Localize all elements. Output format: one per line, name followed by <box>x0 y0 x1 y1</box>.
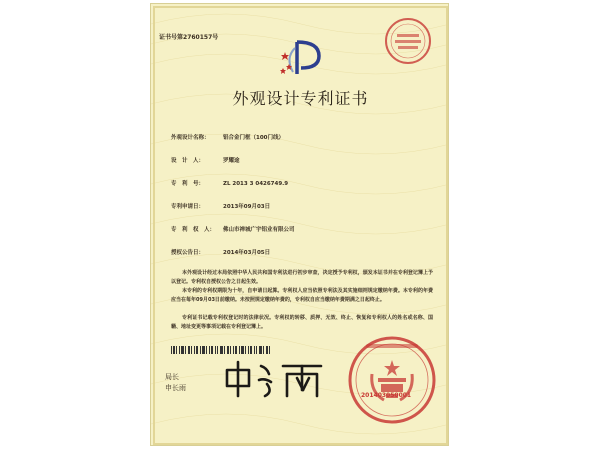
patentee-value: 佛山市禅城广宇铝业有限公司 <box>223 227 295 233</box>
patent-number-value: ZL 2013 3 0426749.9 <box>223 181 289 187</box>
certificate-number-label: 证书号第 <box>159 34 184 41</box>
designer-label: 设 计 人： <box>171 158 205 164</box>
grant-date-value: 2014年03月05日 <box>223 250 271 256</box>
filing-date-label: 专利申请日： <box>171 204 205 210</box>
designer-row <box>171 156 240 164</box>
certificate-number <box>159 32 218 41</box>
director-name: 申长雨 <box>165 384 186 392</box>
top-red-seal <box>383 16 433 66</box>
design-name-label: 外观设计名称： <box>171 135 210 141</box>
patent-certificate <box>150 3 449 446</box>
design-name-row <box>171 133 284 141</box>
certificate-title: 外观设计专利证书 <box>232 89 369 108</box>
grant-date-label: 授权公告日： <box>171 250 205 256</box>
patent-number-label: 专 利 号： <box>171 181 205 187</box>
body-paragraph: 本外观设计经过本局依照中华人民共和国专利法进行初步审查，决定授予专利权，颁发本证书并在专利登记簿上予以登记。专利权自授权公告之日起生效。 <box>171 270 433 285</box>
body-paragraph: 专利证书记载专利权登记时的法律状况。专利权的转移、质押、无效、终止、恢复和专利权人的姓名或名称、国籍、地址变更等事项记载在专利登记簿上。 <box>171 315 433 330</box>
seal-id-number: 201403050001 <box>361 392 412 399</box>
design-name-value: 铝合金门框（100门线） <box>223 135 284 141</box>
designer-value: 罗耀途 <box>223 158 240 164</box>
grant-date-row <box>171 248 270 256</box>
director-title: 局长 <box>165 373 179 381</box>
certificate-number-value: 2760157 <box>183 34 213 41</box>
director-block <box>165 372 186 394</box>
national-emblem-seal <box>346 334 438 426</box>
filing-date-value: 2013年09月03日 <box>223 204 271 210</box>
patentee-label: 专 利 权 人： <box>171 227 216 233</box>
barcode <box>171 346 271 354</box>
cnipa-logo-icon <box>279 38 323 80</box>
patentee-row <box>171 225 295 233</box>
patent-number-row <box>171 179 288 187</box>
director-signature <box>221 356 331 400</box>
filing-date-row <box>171 202 270 210</box>
certificate-number-suffix: 号 <box>212 34 219 41</box>
body-paragraph: 本专利的专利权期限为十年，自申请日起算。专利权人应当依照专利法及其实施细则规定缴纳年费。本专利的年费应当在每年09月03日前缴纳。未按照规定缴纳年费的，专利权自应当缴纳年费期满之日起终止。 <box>171 288 433 303</box>
